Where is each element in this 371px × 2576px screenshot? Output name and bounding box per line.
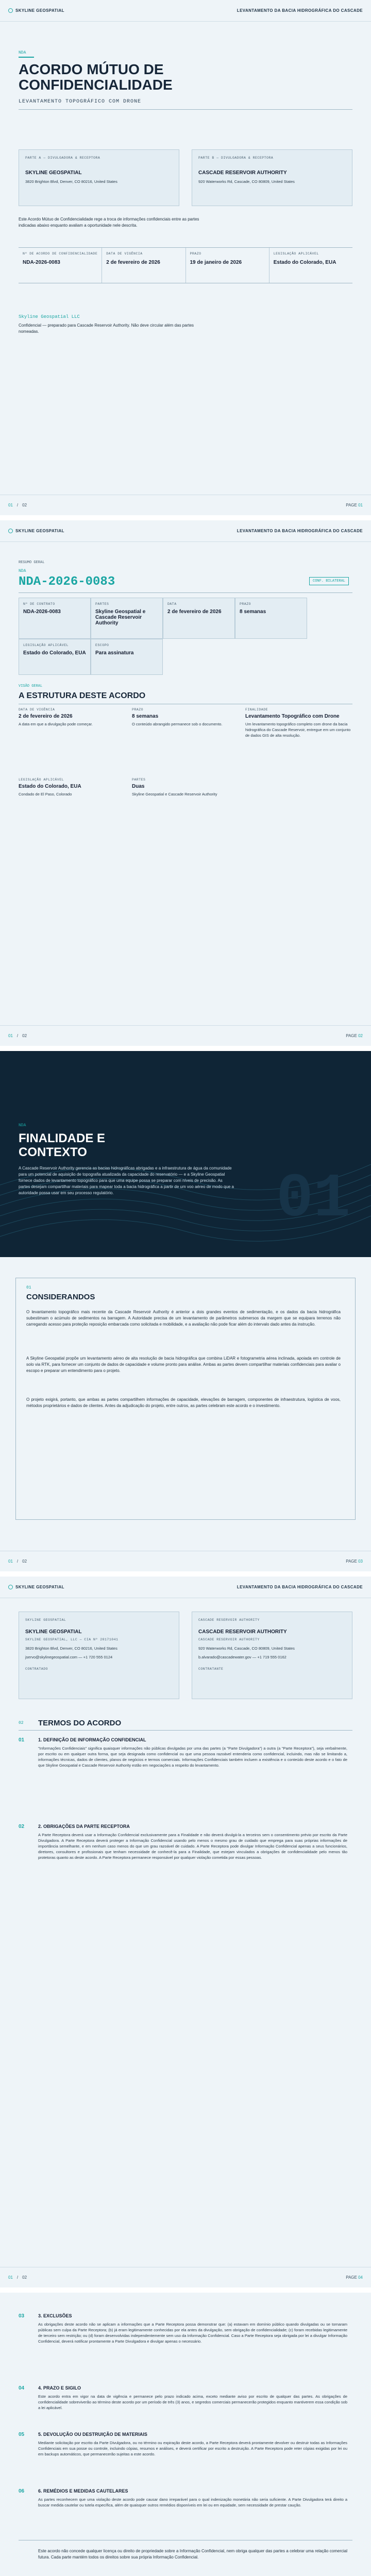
- logo-icon: [8, 8, 13, 13]
- summary-cell: Nº DE CONTRATO NDA-2026-0083: [19, 598, 91, 639]
- clause-title: 4. PRAZO E SIGILO: [38, 2385, 81, 2391]
- cover-bar: [19, 57, 34, 58]
- page-summary: [0, 520, 371, 1046]
- cover-meta-row: [19, 247, 352, 283]
- clause-number: 04: [19, 2385, 25, 2391]
- clause-number: 05: [19, 2432, 25, 2437]
- cover-subtitle: LEVANTAMENTO TOPOGRÁFICO COM DRONE: [19, 99, 142, 105]
- considerandos-para: A Skyline Geospatial propõe um levantamento aéreo de alta resolução de bacia hidrográfica que combina LiDAR e fotogrametria aérea inclinada, apoiada em controle de solo via RTK, para fornecer um conjunto de dados de capacidade e volume pronto para análise. Ambas as partes devem compartilhar materiais confidenciais para avaliar o escopo e preparar um entendimento para o projeto.: [26, 1356, 341, 1373]
- page-terms: [0, 1577, 371, 2287]
- hero-watermark: 01: [276, 1164, 350, 1234]
- overview-item: PRAZO 8 semanas O conteúdo abrangido permanece sob o documento.: [132, 708, 223, 726]
- header-title: LEVANTAMENTO DA BACIA HIDROGRÁFICA DO CASCADE: [237, 8, 363, 13]
- considerandos-card: [15, 1278, 356, 1520]
- party-b-name: CASCADE RESERVOIR AUTHORITY: [198, 170, 287, 176]
- summary-grid: [19, 598, 307, 675]
- overview-item: LEGISLAÇÃO APLICÁVEL Estado do Colorado, EUA Condado de El Paso, Colorado: [19, 778, 81, 796]
- page-footer: 01 / 02 PAGE 04: [0, 2267, 371, 2287]
- hero-title: FINALIDADE E CONTEXTO: [19, 1131, 105, 1159]
- party-b-card: [192, 149, 352, 206]
- summary-cell: PRAZO 8 semanas: [235, 598, 307, 639]
- clause-title: 3. EXCLUSÕES: [38, 2313, 72, 2318]
- page-footer: 01 / 02 PAGE 03: [0, 1551, 371, 1571]
- party-a-name: SKYLINE GEOSPATIAL: [25, 170, 82, 176]
- party-a-card: [19, 149, 179, 206]
- meta-cell: PRAZO 19 de janeiro de 2026: [186, 248, 269, 283]
- contact-a-card: SKYLINE GEOSPATIAL SKYLINE GEOSPATIAL SKYLINE GEOSPATIAL, LLC — CIA Nº 20171041 3820 Brighton Blvd, Denver, CO 80216, United States jservo@skylinegeospatial.com — +1 720 555 0124 CONTRATADO: [19, 1612, 179, 1699]
- clause-number: 03: [19, 2313, 25, 2319]
- cover-ref-text: Confidencial — preparado para Cascade Reservoir Authority. Não deve circular além das partes nomeadas.: [19, 323, 194, 334]
- page-cover: [0, 0, 371, 515]
- summary-rule: [19, 592, 352, 593]
- cover-rule: [19, 109, 352, 110]
- considerandos-title: CONSIDERANDOS: [26, 1293, 95, 1301]
- party-a-label: PARTE A — DIVULGADORA & RECEPTORA: [25, 156, 100, 160]
- terms-title: TERMOS DO ACORDO: [38, 1719, 122, 1727]
- cover-ref-label: Skyline Geospatial LLC: [19, 314, 80, 319]
- overview-kicker: VISÃO GERAL: [19, 684, 43, 688]
- cover-intro: Este Acordo Mútuo de Confidencialidade rege a troca de informações confidenciais entre as partes indicadas abaixo enquanto avaliam a oportunidade nele descrita.: [19, 217, 199, 228]
- page-footer: 01 / 02 PAGE 01: [0, 495, 371, 515]
- clause-title: 1. DEFINIÇÃO DE INFORMAÇÃO CONFIDENCIAL: [38, 1737, 146, 1742]
- clause-number: 06: [19, 2488, 25, 2494]
- meta-cell: Nº DE ACORDO DE CONFIDENCIALIDADE NDA-2026-0083: [19, 248, 102, 283]
- terms-kicker: 02: [19, 1721, 24, 1725]
- clause-body: As partes reconhecem que uma violação deste acordo pode causar dano irreparável para o qual indenização monetária não seria suficiente. A Parte Divulgadora terá direito a buscar medida cautelar ou tutela específica, além de quaisquer outros remédios disponíveis em lei ou em equidade, sem necessidade de prestar caução.: [38, 2497, 347, 2507]
- overview-item: DATA DE VIGÊNCIA 2 de fevereiro de 2026 A data em que a divulgação pode começar.: [19, 708, 93, 726]
- clause-body: Este acordo entra em vigor na data de vigência e permanece pelo prazo indicado acima, exceto mediante aviso por escrito de qualquer das partes. As obrigações de confidencialidade sobreviverão ao término deste acordo por um período de três (3) anos, e segredos comerciais permanecerão protegidos enquanto mantiverem essa condição sob a lei aplicável.: [38, 2394, 347, 2410]
- closing-text: Este acordo não concede qualquer licença ou direito de propriedade sobre a Informação Confidencial, nem obriga qualquer das partes a celebrar uma relação comercial futura. Cada parte mantém todos os direitos sobre sua própria Informação Confidencial.: [38, 2549, 347, 2560]
- overview-title: A ESTRUTURA DESTE ACORDO: [19, 691, 146, 700]
- clause-number: 01: [19, 1737, 25, 1743]
- clause-number: 02: [19, 1824, 25, 1829]
- page-footer: 01 / 02 PAGE 02: [0, 1025, 371, 1046]
- logo-icon: [8, 529, 13, 533]
- summary-kicker: RESUMO GERAL: [19, 561, 45, 565]
- contact-b-card: CASCADE RESERVOIR AUTHORITY CASCADE RESERVOIR AUTHORITY CASCADE RESERVOIR AUTHORITY 920 Waterworks Rd, Cascade, CO 80809, United States b.alvarado@cascadewater.gov — +1 719 555 0162 CONTRATANTE: [192, 1612, 352, 1699]
- party-a-address: 3820 Brighton Blvd, Denver, CO 80216, United States: [25, 179, 117, 184]
- considerandos-para: O projeto exigirá, portanto, que ambas as partes compartilhem informações de capacidade, elevações de barragem, componentes de infraestrutura, logística de voos, métodos proprietários e dados de clientes. Antes da adjudicação do projeto, entre outros, as partes celebram este acordo e o investimento.: [26, 1397, 341, 1408]
- page-header: SKYLINE GEOSPATIAL LEVANTAMENTO DA BACIA HIDROGRÁFICA DO CASCADE: [0, 1577, 371, 1598]
- hero-kicker: NDA: [19, 1123, 26, 1128]
- page-signatures: [0, 2293, 371, 2576]
- hero-text: A Cascade Reservoir Authority gerencia as bacias hidrográficas abrigadas e a infraestrutura de água da comunidade para um potencial de aquisição de topografia atualizada da capacidade do reservatório — e a Skyline Geospatial fornece dados de levantamento topográfico para que uma equipe possa se preparar com níveis de precisão. As partes desejam compartilhar materiais para mapear toda a bacia hidrográfica a partir de um voo aéreo de modo que a autoridade possa usar em seu processo regulatório.: [19, 1166, 234, 1195]
- party-b-address: 920 Waterworks Rd, Cascade, CO 80809, United States: [198, 179, 295, 184]
- summary-cell: PARTES Skyline Geospatial e Cascade Reservoir Authority: [91, 598, 163, 639]
- meta-cell: DATA DE VIGÊNCIA 2 de fevereiro de 2026: [102, 248, 185, 283]
- clause-body: Mediante solicitação por escrito da Parte Divulgadora, ou no término ou expiração deste acordo, a Parte Receptora deverá prontamente devolver ou destruir todas as Informações Confidenciais em sua posse ou controle, incluindo cópias, resumos e análises, e deverá certificar por escrito a destruição. A Parte Receptora pode reter cópias exigidas por lei ou em backups automáticos, que permanecerão sujeitas a este acordo.: [38, 2441, 347, 2456]
- considerandos-para: O levantamento topográfico mais recente da Cascade Reservoir Authority é anterior a dois grandes eventos de sedimentação, e os dados da bacia hidrográfica subestimam o acúmulo de sedimentos na barragem. A Autoridade precisa de um levantamento de parâmetros submersos da margem que se equipara terrenos não carregando acesso para proteção reposição embarcada como solicitada e mobilidade, e a avaliação não pode ficar além do intervalo dado antes da instrução.: [26, 1310, 341, 1327]
- summary-badge: CONF. BILATERAL: [309, 577, 349, 585]
- logo-icon: [8, 1585, 13, 1589]
- clause-title: 5. DEVOLUÇÃO OU DESTRUIÇÃO DE MATERIAIS: [38, 2432, 147, 2437]
- summary-tag: NDA: [19, 569, 26, 573]
- clause-body: "Informações Confidenciais" significa quaisquer informações não públicas divulgadas por uma das partes (a "Parte Divulgadora") a outra (a "Parte Receptora"), seja verbalmente, por escrito ou em qualquer outra forma, que seja designada como confidencial ou que uma pessoa razoável entenderia como confidencial, incluindo, mas não se limitando a, informações técnicas, dados de clientes, planos de negócios e termos comerciais. Informações Confidenciais também incluem a existência e o conteúdo deste acordo e o fato de que Skyline Geospatial e Cascade Reservoir Authority estão em negociações a respeito do levantamento.: [38, 1746, 347, 1768]
- cover-tag: NDA: [19, 50, 26, 55]
- header-brand: SKYLINE GEOSPATIAL: [15, 8, 64, 13]
- clause-body: A Parte Receptora deverá usar a Informação Confidencial exclusivamente para a Finalidade e não deverá divulgá-la a terceiros sem o consentimento prévio por escrito da Parte Divulgadora. A Parte Receptora deverá proteger a Informação Confidencial usando pelo menos o mesmo grau de cuidado que emprega para suas próprias informações de importância semelhante, e em nenhum caso menos do que um grau razoável de cuidado. A Parte Receptora pode divulgar Informação Confidencial apenas a seus funcionários, diretores, consultores e profissionais que tenham necessidade de conhecê-la para a Finalidade, que estejam vinculados a obrigações de confidencialidade pelo menos tão protetoras quanto as deste acordo. A Parte Receptora permanece responsável por qualquer violação cometida por essas pessoas.: [38, 1833, 347, 1860]
- page-context: [0, 1051, 371, 1571]
- page-header: SKYLINE GEOSPATIAL LEVANTAMENTO DA BACIA HIDROGRÁFICA DO CASCADE: [0, 520, 371, 542]
- party-b-label: PARTE B — DIVULGADORA & RECEPTORA: [198, 156, 274, 160]
- terms-rule: [19, 1730, 352, 1731]
- summary-number: NDA-2026-0083: [19, 575, 115, 589]
- cover-title: ACORDO MÚTUO DE CONFIDENCIALIDADE: [19, 61, 173, 93]
- page-header: [0, 0, 371, 22]
- clause-title: 2. OBRIGAÇÕES DA PARTE RECEPTORA: [38, 1824, 130, 1829]
- considerandos-kicker: 01: [26, 1285, 31, 1290]
- clause-body: As obrigações deste acordo não se aplicam a informações que a Parte Receptora possa demonstrar que: (a) estavam em domínio público quando divulgadas ou se tornaram públicas sem culpa da Parte Receptora; (b) já eram legitimamente conhecidas por ela antes da divulgação, sem obrigação de confidencialidade; (c) foram recebidas legitimamente de terceiro sem restrição; ou (d) foram desenvolvidas independentemente sem uso da Informação Confidencial. Caso a Parte Receptora seja obrigada por lei a divulgar Informação Confidencial, deverá notificar prontamente a Parte Divulgadora e divulgar apenas o necessário.: [38, 2322, 347, 2344]
- clause-title: 6. REMÉDIOS E MEDIDAS CAUTELARES: [38, 2488, 128, 2494]
- overview-item: PARTES Duas Skyline Geospatial e Cascade Reservoir Authority: [132, 778, 217, 796]
- meta-cell: LEGISLAÇÃO APLICÁVEL Estado do Colorado, EUA: [273, 252, 336, 265]
- summary-cell: DATA 2 de fevereiro de 2026: [163, 598, 235, 639]
- summary-cell: LEGISLAÇÃO APLICÁVEL Estado do Colorado, EUA: [19, 639, 91, 675]
- hero-panel: [0, 1051, 371, 1257]
- overview-item: FINALIDADE Levantamento Topográfico com Drone Um levantamento topográfico completo com drone da bacia hidrográfica do Cascade Reservoir, entregue em um conjunto de dados GIS de alta resolução.: [245, 708, 351, 738]
- summary-cell: ESCOPO Para assinatura: [91, 639, 163, 675]
